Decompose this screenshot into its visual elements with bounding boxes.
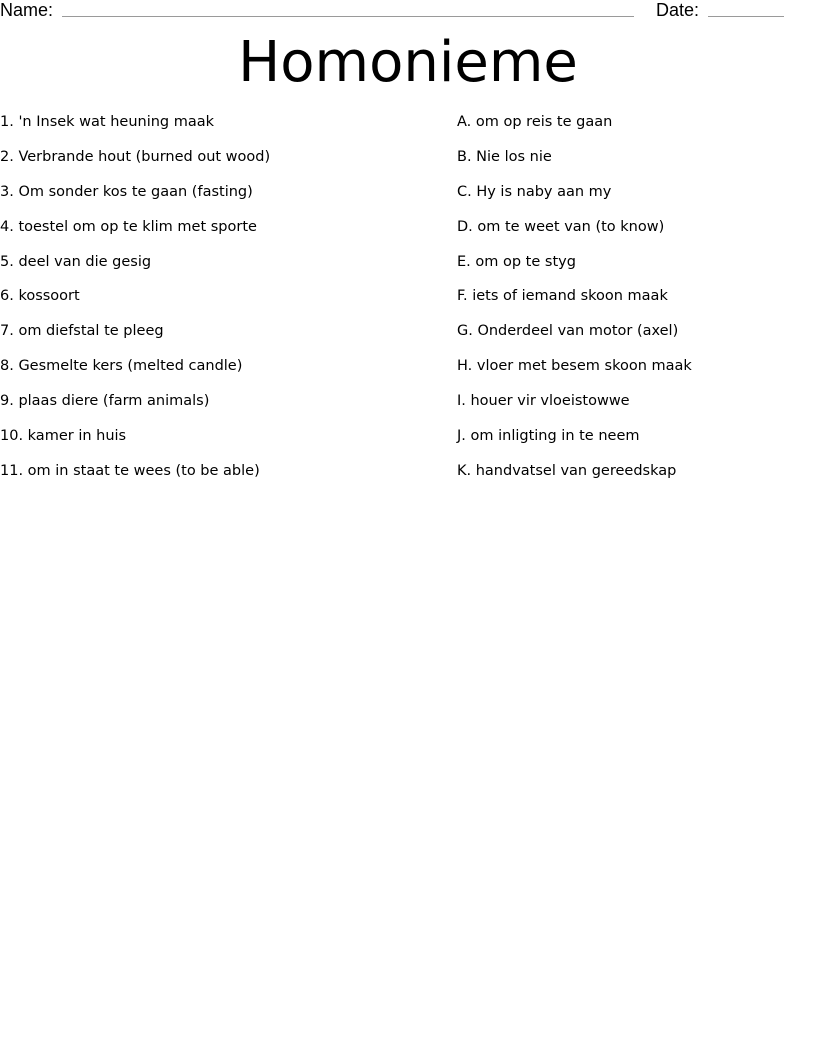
clue-item: 8. Gesmelte kers (melted candle) xyxy=(0,358,243,375)
clue-list xyxy=(0,110,440,494)
clue-item: 10. kamer in huis xyxy=(0,428,127,445)
answer-item: B. Nie los nie xyxy=(457,148,552,165)
clue-item: 9. plaas diere (farm animals) xyxy=(0,393,210,410)
clue-item: 1. 'n Insek wat heuning maak xyxy=(0,114,215,130)
date-field-line[interactable] xyxy=(708,16,784,17)
answer-item: E. om op te styg xyxy=(457,253,576,270)
answer-item: J. om inligting in te neem xyxy=(457,428,640,445)
clue-item: 2. Verbrande hout (burned out wood) xyxy=(0,148,271,165)
clue-item: 5. deel van die gesig xyxy=(0,253,152,270)
answer-item: K. handvatsel van gereedskap xyxy=(457,462,677,479)
answer-item: D. om te weet van (to know) xyxy=(457,218,665,235)
clue-item: 7. om diefstal te pleeg xyxy=(0,323,164,340)
name-field-line[interactable] xyxy=(62,16,634,17)
clue-item: 4. toestel om op te klim met sporte xyxy=(0,218,257,235)
clue-item: 6. kossoort xyxy=(0,288,80,305)
answer-item: G. Onderdeel van motor (axel) xyxy=(457,323,679,340)
answer-item: F. iets of iemand skoon maak xyxy=(457,288,668,305)
answer-item: A. om op reis te gaan xyxy=(457,114,613,130)
clue-item: 3. Om sonder kos te gaan (fasting) xyxy=(0,183,253,200)
answer-item: I. houer vir vloeistowwe xyxy=(457,393,630,410)
name-label: Name: xyxy=(0,0,54,20)
date-label: Date: xyxy=(656,0,700,20)
worksheet-header xyxy=(0,0,816,24)
answer-list xyxy=(457,110,807,494)
clue-item: 11. om in staat te wees (to be able) xyxy=(0,462,260,479)
answer-item: C. Hy is naby aan my xyxy=(457,183,612,200)
answer-item: H. vloer met besem skoon maak xyxy=(457,358,692,375)
page-title: Homonieme xyxy=(238,30,578,95)
